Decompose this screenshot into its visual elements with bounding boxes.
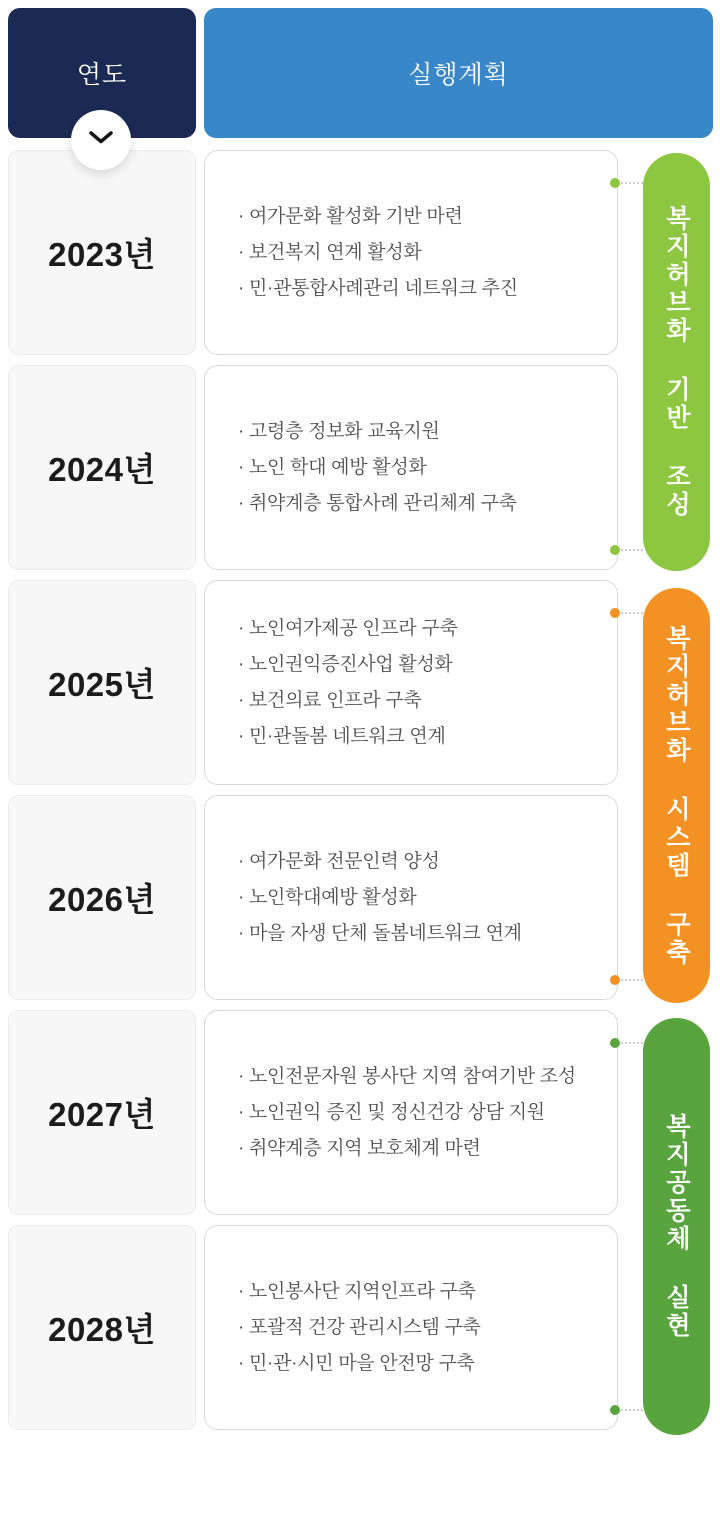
table-row [8, 580, 620, 785]
plan-item: · 고령층 정보화 교육지원 [238, 420, 440, 442]
plan-item: · 노인봉사단 지역인프라 구축 [238, 1280, 476, 1302]
plan-item: · 취약계층 통합사례 관리체계 구축 [238, 492, 517, 514]
year-cell [8, 1225, 196, 1430]
table-row [8, 150, 620, 355]
plan-item: · 보건복지 연계 활성화 [238, 241, 422, 263]
year-label: 2026년 [48, 881, 156, 918]
phase-label: 복지허브화 시스템 구축 [662, 624, 691, 967]
connector-dot [610, 1405, 620, 1415]
year-label: 2028년 [48, 1311, 156, 1348]
connector-dot [610, 975, 620, 985]
phase-pill [643, 1018, 710, 1435]
plan-item: · 민·관돌봄 네트워크 연계 [238, 725, 446, 747]
plan-item: · 마을 자생 단체 돌봄네트워크 연계 [238, 922, 522, 944]
plan-item: · 노인 학대 예방 활성화 [238, 456, 427, 478]
connector-dotted-line [621, 612, 643, 614]
connector-dot [610, 1038, 620, 1048]
table-row [8, 1225, 620, 1430]
table-row [8, 365, 620, 570]
connector-dot [610, 545, 620, 555]
phase-pill [643, 588, 710, 1003]
connector-dotted-line [621, 182, 643, 184]
connector-dotted-line [621, 549, 643, 551]
timeline-rows [8, 150, 620, 1430]
connector-dot [610, 608, 620, 618]
table-row [8, 1010, 620, 1215]
year-column-header-label: 연도 [76, 61, 128, 89]
plan-item: · 노인권익 증진 및 정신건강 상담 지원 [238, 1101, 545, 1123]
phase-label: 복지허브화 기반 조성 [662, 205, 691, 519]
connector-dotted-line [621, 979, 643, 981]
plan-item: · 민·관통합사례관리 네트워크 추진 [238, 277, 518, 299]
plan-cell [204, 365, 618, 570]
connector-dotted-line [621, 1042, 643, 1044]
plan-column-header-label: 실행계획 [408, 61, 509, 89]
plan-cell [204, 1225, 618, 1430]
year-cell [8, 580, 196, 785]
plan-cell [204, 580, 618, 785]
plan-item: · 취약계층 지역 보호체계 마련 [238, 1137, 481, 1159]
year-cell [8, 150, 196, 355]
plan-cell [204, 795, 618, 1000]
phase-rail [643, 150, 710, 1435]
connector-dotted-line [621, 1409, 643, 1411]
chevron-down-icon [89, 131, 113, 149]
phase-label: 복지공동체 실현 [662, 1113, 691, 1340]
year-label: 2027년 [48, 1096, 156, 1133]
plan-item: · 노인여가제공 인프라 구축 [238, 617, 458, 639]
plan-item: · 노인권익증진사업 활성화 [238, 653, 453, 675]
plan-item: · 노인전문자원 봉사단 지역 참여기반 조성 [238, 1065, 576, 1087]
plan-item: · 여가문화 활성화 기반 마련 [238, 205, 463, 227]
plan-item: · 보건의료 인프라 구축 [238, 689, 422, 711]
year-cell [8, 365, 196, 570]
plan-item: · 민·관·시민 마을 안전망 구축 [238, 1352, 475, 1374]
plan-item: · 노인학대예방 활성화 [238, 886, 417, 908]
table-row [8, 795, 620, 1000]
chevron-down-badge [71, 110, 131, 170]
plan-column-header [204, 8, 713, 138]
plan-item: · 포괄적 건강 관리시스템 구축 [238, 1316, 481, 1338]
plan-item: · 여가문화 전문인력 양성 [238, 850, 440, 872]
year-cell [8, 795, 196, 1000]
year-label: 2023년 [48, 236, 156, 273]
plan-cell [204, 150, 618, 355]
year-cell [8, 1010, 196, 1215]
connector-dot [610, 178, 620, 188]
plan-cell [204, 1010, 618, 1215]
phase-pill [643, 153, 710, 571]
year-label: 2025년 [48, 666, 156, 703]
year-label: 2024년 [48, 451, 156, 488]
